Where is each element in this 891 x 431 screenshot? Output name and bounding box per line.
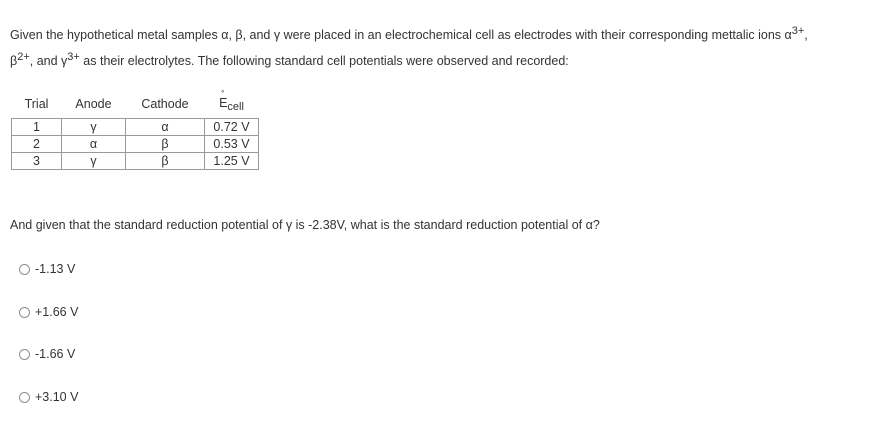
option-label: -1.66 V [35, 347, 76, 361]
header-ecell-subscript: cell [227, 100, 244, 113]
cell-ecell: 0.53 V [205, 136, 259, 153]
option-1[interactable] [19, 262, 75, 276]
cell-trial: 3 [12, 153, 62, 170]
cell-trial: 2 [12, 136, 62, 153]
cell-cathode: β [126, 136, 205, 153]
intro-text-3: as their electrolytes. The following standard cell potentials were observed and recorded: [79, 54, 569, 68]
intro-separator-2: , and γ [29, 54, 68, 68]
header-ecell-e [219, 88, 228, 110]
cell-cathode: α [126, 119, 205, 136]
option-label: +1.66 V [35, 305, 79, 319]
cell-ecell: 0.72 V [205, 119, 259, 136]
cell-anode: γ [62, 119, 126, 136]
table-row [12, 153, 259, 170]
radio-button[interactable] [19, 264, 30, 275]
header-ecell-letter: E [219, 95, 228, 110]
cell-anode: γ [62, 153, 126, 170]
beta-ion-charge: 2+ [17, 51, 30, 63]
intro-text-2: β [10, 54, 18, 68]
header-anode: Anode [75, 97, 112, 111]
option-4[interactable] [19, 390, 78, 404]
option-label: -1.13 V [35, 262, 76, 276]
option-2[interactable] [19, 305, 78, 319]
table-header-row [12, 90, 259, 119]
option-3[interactable] [19, 347, 75, 361]
radio-button[interactable] [19, 349, 30, 360]
intro-text-1: Given the hypothetical metal samples α, β, and γ were placed in an electrochemical cell as electrodes with their corresponding mettalic ions α [10, 28, 792, 42]
cell-cathode: β [126, 153, 205, 170]
gamma-ion-charge: 3+ [67, 51, 80, 63]
intro-separator-1: , [804, 28, 808, 42]
header-ecell [205, 90, 259, 119]
alpha-ion-charge: 3+ [791, 25, 805, 37]
question-intro [10, 22, 885, 74]
cell-anode: α [62, 136, 126, 153]
radio-button[interactable] [19, 307, 30, 318]
cell-potential-table [11, 90, 259, 170]
cell-trial: 1 [12, 119, 62, 136]
header-ecell-degree: ° [221, 88, 225, 98]
header-trial: Trial [24, 97, 49, 111]
table-row [12, 136, 259, 153]
question-text: And given that the standard reduction potential of γ is -2.38V, what is the standard reduction potential of α? [10, 218, 600, 232]
header-cathode: Cathode [141, 97, 189, 111]
radio-button[interactable] [19, 392, 30, 403]
table-row [12, 119, 259, 136]
option-label: +3.10 V [35, 390, 79, 404]
cell-ecell: 1.25 V [205, 153, 259, 170]
